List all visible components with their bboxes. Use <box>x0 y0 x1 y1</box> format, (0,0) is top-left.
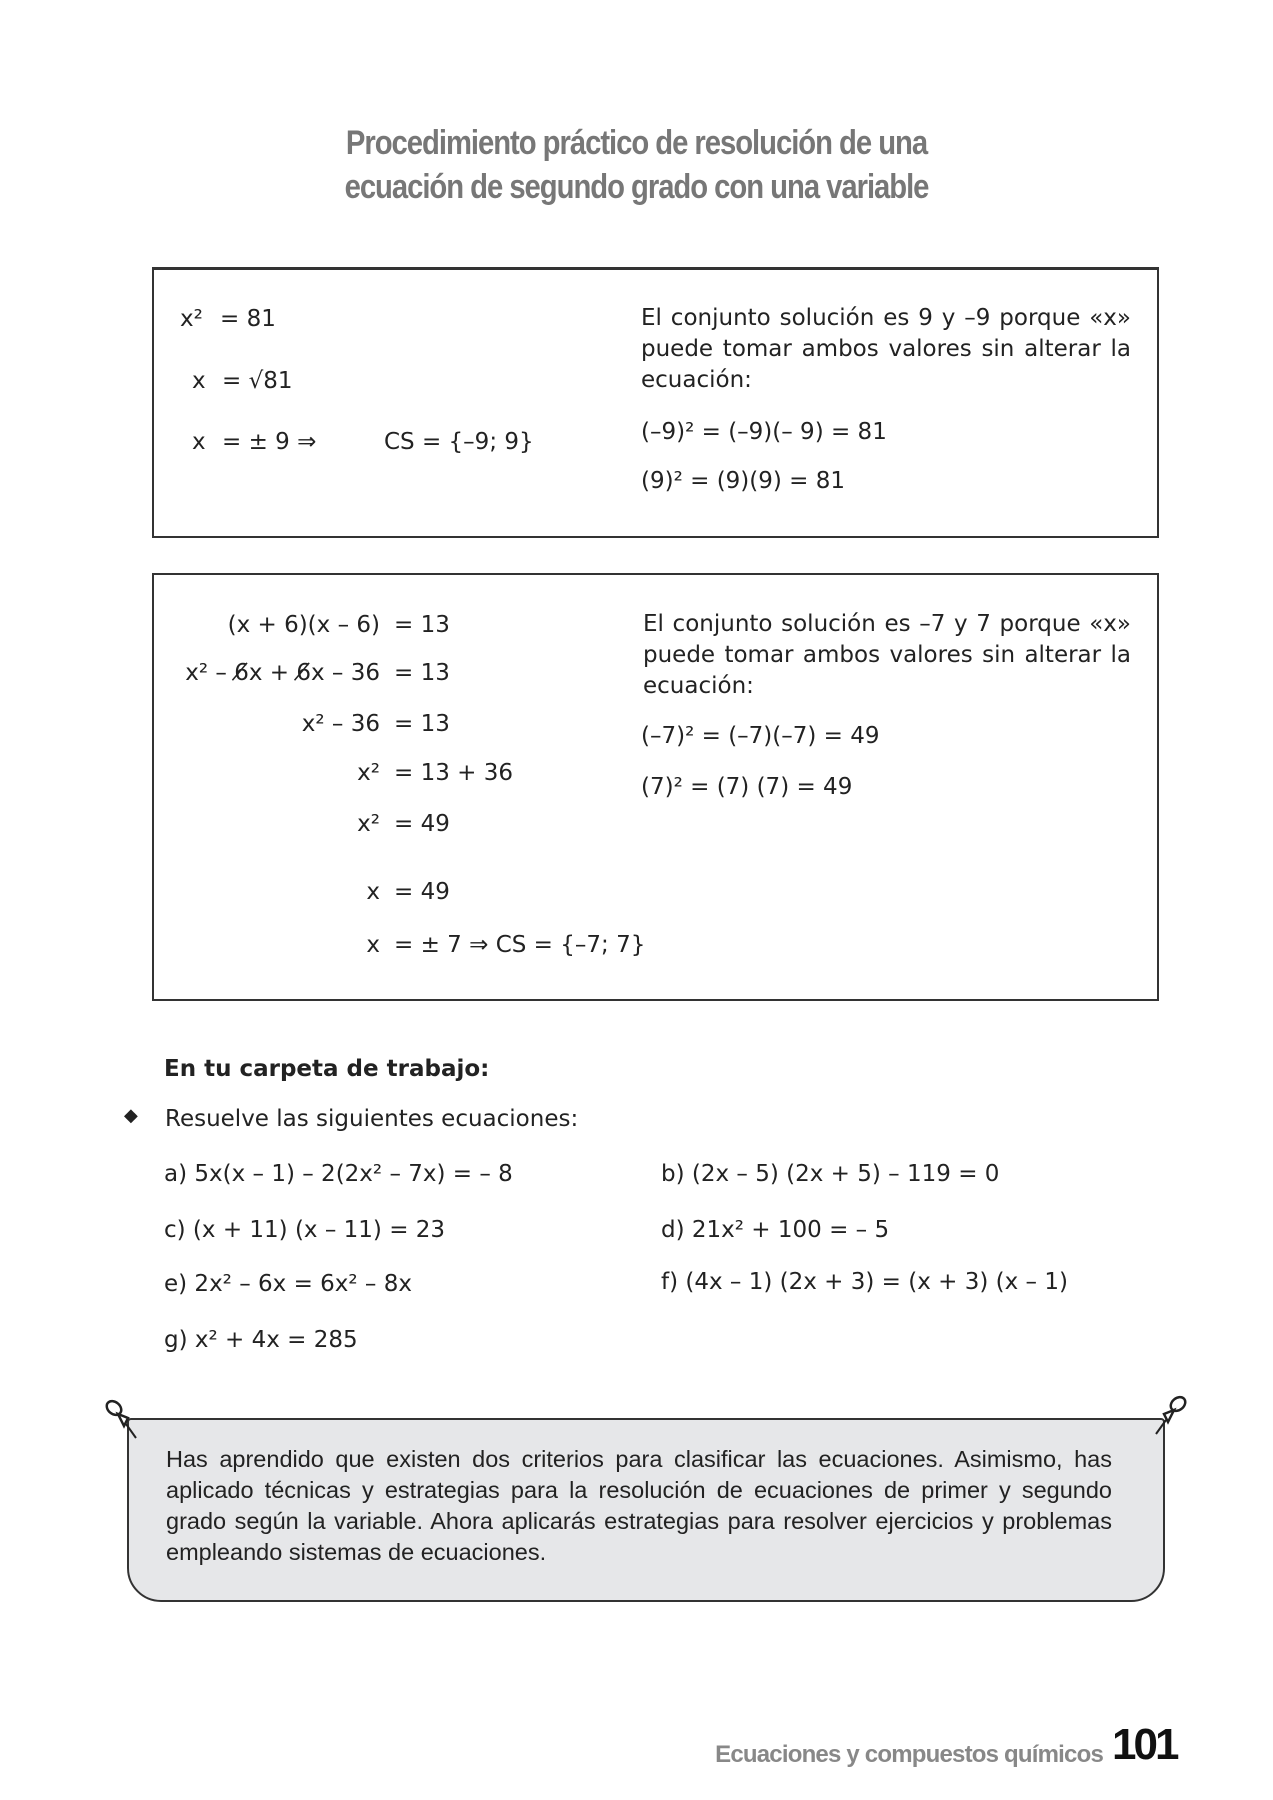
page-title-line-2: ecuación de segundo grado con una variable <box>344 168 929 206</box>
eq1-step3-lhs: x <box>192 429 206 455</box>
eq2-step7-lhs: x <box>366 932 380 958</box>
eq1-step3-rhs: = ± 9 ⇒ <box>222 429 317 455</box>
pushpin-icon <box>102 1396 142 1440</box>
diamond-bullet-icon: ◆ <box>124 1105 138 1126</box>
eq2-step1-rhs: = 13 <box>394 612 450 638</box>
work-heading: En tu carpeta de trabajo: <box>164 1056 490 1082</box>
eq1-step1-lhs: x² <box>180 306 203 332</box>
eq2-step2-lhs: x² – 6̸x + 6̸x – 36 <box>185 660 380 686</box>
eq2-step5-rhs: = 49 <box>394 811 450 837</box>
page-number: 101 <box>1112 1720 1177 1769</box>
eq1-check-1: (–9)² = (–9)(– 9) = 81 <box>641 419 887 445</box>
eq2-step4-rhs: = 13 + 36 <box>394 760 514 786</box>
exercise-f: f) (4x – 1) (2x + 3) = (x + 3) (x – 1) <box>661 1269 1068 1295</box>
page-title-line-1: Procedimiento práctico de resolución de una <box>345 124 928 162</box>
eq2-step1-lhs: (x + 6)(x – 6) <box>227 612 380 638</box>
eq1-step2-lhs: x <box>192 368 206 394</box>
exercise-g: g) x² + 4x = 285 <box>164 1327 358 1353</box>
exercise-c: c) (x + 11) (x – 11) = 23 <box>164 1217 446 1243</box>
eq2-explanation: El conjunto solución es –7 y 7 porque «x» puede tomar ambos valores sin alterar la ecuación: <box>643 611 1131 699</box>
exercise-b: b) (2x – 5) (2x + 5) – 119 = 0 <box>661 1161 1000 1187</box>
eq2-step6-rhs: = 49 <box>394 879 450 905</box>
eq2-step7-rhs: = ± 7 ⇒ CS = {–7; 7} <box>394 932 646 958</box>
eq2-step3-rhs: = 13 <box>394 711 450 737</box>
exercise-e: e) 2x² – 6x = 6x² – 8x <box>164 1271 412 1297</box>
eq2-step5-lhs: x² <box>357 811 380 837</box>
eq1-explanation: El conjunto solución es 9 y –9 porque «x» puede tomar ambos valores sin alterar la ecuación: <box>641 305 1131 393</box>
pushpin-icon <box>1150 1392 1190 1436</box>
eq2-step6-lhs: x <box>366 879 380 905</box>
eq2-step2-rhs: = 13 <box>394 660 450 686</box>
eq1-step1-rhs: = 81 <box>220 306 276 332</box>
eq1-check-2: (9)² = (9)(9) = 81 <box>641 468 846 494</box>
note-text: Has aprendido que existen dos criterios para clasificar las ecuaciones. Asimismo, has aplicado técnicas y estrategias para la resolución de ecuaciones de primer y segundo grado según la variable. Ahora aplicarás estrategias para resolver ejercicios y problemas empleando sistemas de ecuaciones. <box>166 1446 1112 1565</box>
footer-chapter: Ecuaciones y compuestos químicos <box>715 1741 1103 1768</box>
exercise-d: d) 21x² + 100 = – 5 <box>661 1217 890 1243</box>
eq1-solution-set: CS = {–9; 9} <box>384 429 534 455</box>
eq1-step2-rhs: = √81 <box>222 368 293 394</box>
eq2-step3-lhs: x² – 36 <box>301 711 380 737</box>
eq2-check-1: (–7)² = (–7)(–7) = 49 <box>641 723 880 749</box>
eq2-step4-lhs: x² <box>357 760 380 786</box>
exercise-a: a) 5x(x – 1) – 2(2x² – 7x) = – 8 <box>164 1161 513 1187</box>
eq2-check-2: (7)² = (7) (7) = 49 <box>641 774 853 800</box>
work-instruction: Resuelve las siguientes ecuaciones: <box>165 1106 579 1132</box>
